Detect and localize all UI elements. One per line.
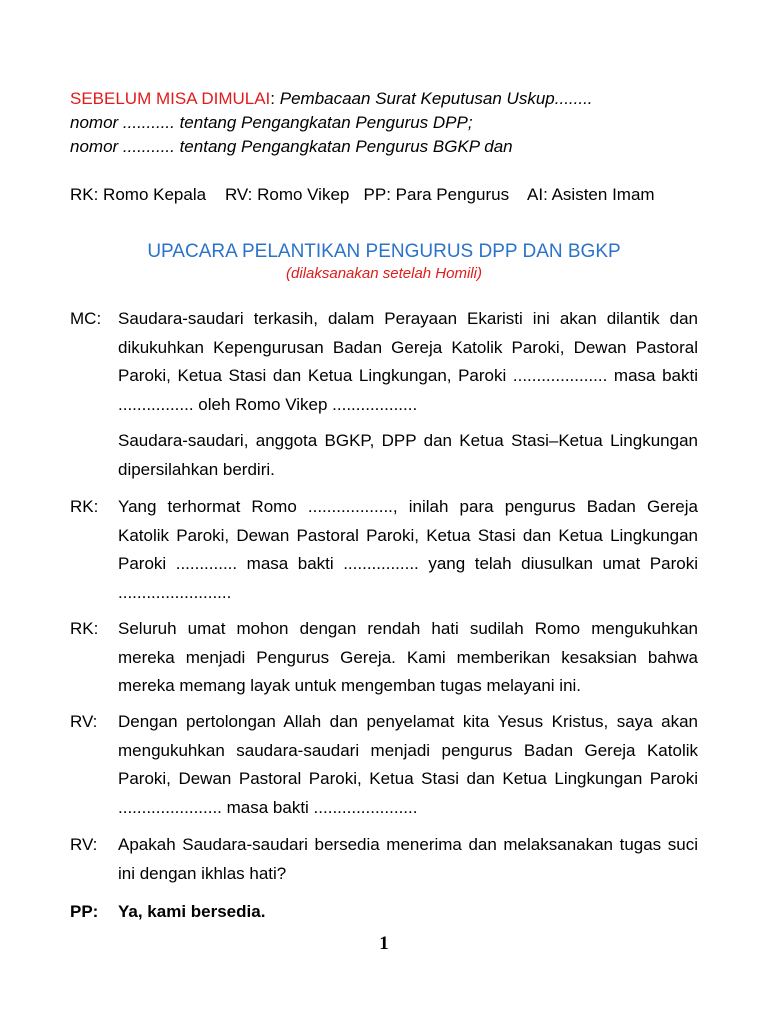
speaker-label: RV: [70, 835, 98, 854]
speech-paragraph: Apakah Saudara-saudari bersedia menerima dan melaksanakan tugas suci ini dengan ikhlas hati? [118, 835, 698, 883]
speaker-label: RV: [70, 712, 98, 731]
dialogue-entry [70, 708, 698, 822]
page-number: 1 [379, 933, 389, 954]
speaker-label: RK: [70, 497, 99, 516]
intro-separator: : [270, 89, 276, 108]
dialogue-entry [70, 615, 698, 701]
dialogue-entry [70, 898, 698, 927]
intro-line-2: nomor ........... tentang Pengangkatan Pengurus DPP; [70, 113, 473, 132]
speech-paragraph: Saudara-saudari terkasih, dalam Perayaan Ekaristi ini akan dilantik dan dikukuhkan Kepengurusan Badan Gereja Katolik Paroki, Dewan Pastoral Paroki, Ketua Stasi dan Ketua Lingkungan, Paroki .................... masa bakti ................ oleh Romo Vikep .................. [118, 309, 698, 414]
speech-text [118, 831, 698, 888]
speech-text [118, 305, 698, 484]
ceremony-subtitle: (dilaksanakan setelah Homili) [286, 265, 482, 282]
dialogue-entry [70, 305, 698, 484]
speech-text [118, 898, 698, 927]
intro-text: Pembacaan Surat Keputusan Uskup........ [275, 89, 593, 108]
intro-block [70, 87, 593, 159]
speech-paragraph: Ya, kami bersedia. [118, 902, 266, 921]
speech-paragraph: Yang terhormat Romo .................., inilah para pengurus Badan Gereja Katolik Paroki, Dewan Pastoral Paroki, Ketua Stasi dan Ketua Lingkungan Paroki ............. masa bakti ................ yang telah diusulkan umat Paroki ........................ [118, 497, 698, 602]
speech-paragraph: Seluruh umat mohon dengan rendah hati sudilah Romo mengukuhkan mereka menjadi Pengurus Gereja. Kami memberikan kesaksian bahwa mereka memang layak untuk mengemban tugas melayani ini. [118, 619, 698, 695]
intro-label: SEBELUM MISA DIMULAI [70, 89, 271, 108]
speech-text [118, 493, 698, 607]
dialogue-entry [70, 493, 698, 607]
intro-line-3: nomor ........... tentang Pengangkatan Pengurus BGKP dan [70, 137, 513, 156]
role-legend: RK: Romo Kepala RV: Romo Vikep PP: Para Pengurus AI: Asisten Imam [70, 185, 655, 204]
speaker-label: MC: [70, 309, 102, 328]
speaker-label: PP: [70, 902, 99, 921]
ceremony-title: UPACARA PELANTIKAN PENGURUS DPP DAN BGKP [147, 241, 621, 262]
dialogue-entry [70, 831, 698, 888]
speaker-label: RK: [70, 619, 99, 638]
speech-paragraph: Dengan pertolongan Allah dan penyelamat kita Yesus Kristus, saya akan mengukuhkan saudara-saudari menjadi pengurus Badan Gereja Katolik Paroki, Dewan Pastoral Paroki, Ketua Stasi dan Ketua Lingkungan Paroki ...................... masa bakti ...................... [118, 712, 698, 817]
speech-text [118, 708, 698, 822]
intro-line-1 [70, 87, 593, 111]
speech-text [118, 615, 698, 701]
speech-paragraph: Saudara-saudari, anggota BGKP, DPP dan Ketua Stasi–Ketua Lingkungan dipersilahkan berdiri. [118, 431, 698, 479]
